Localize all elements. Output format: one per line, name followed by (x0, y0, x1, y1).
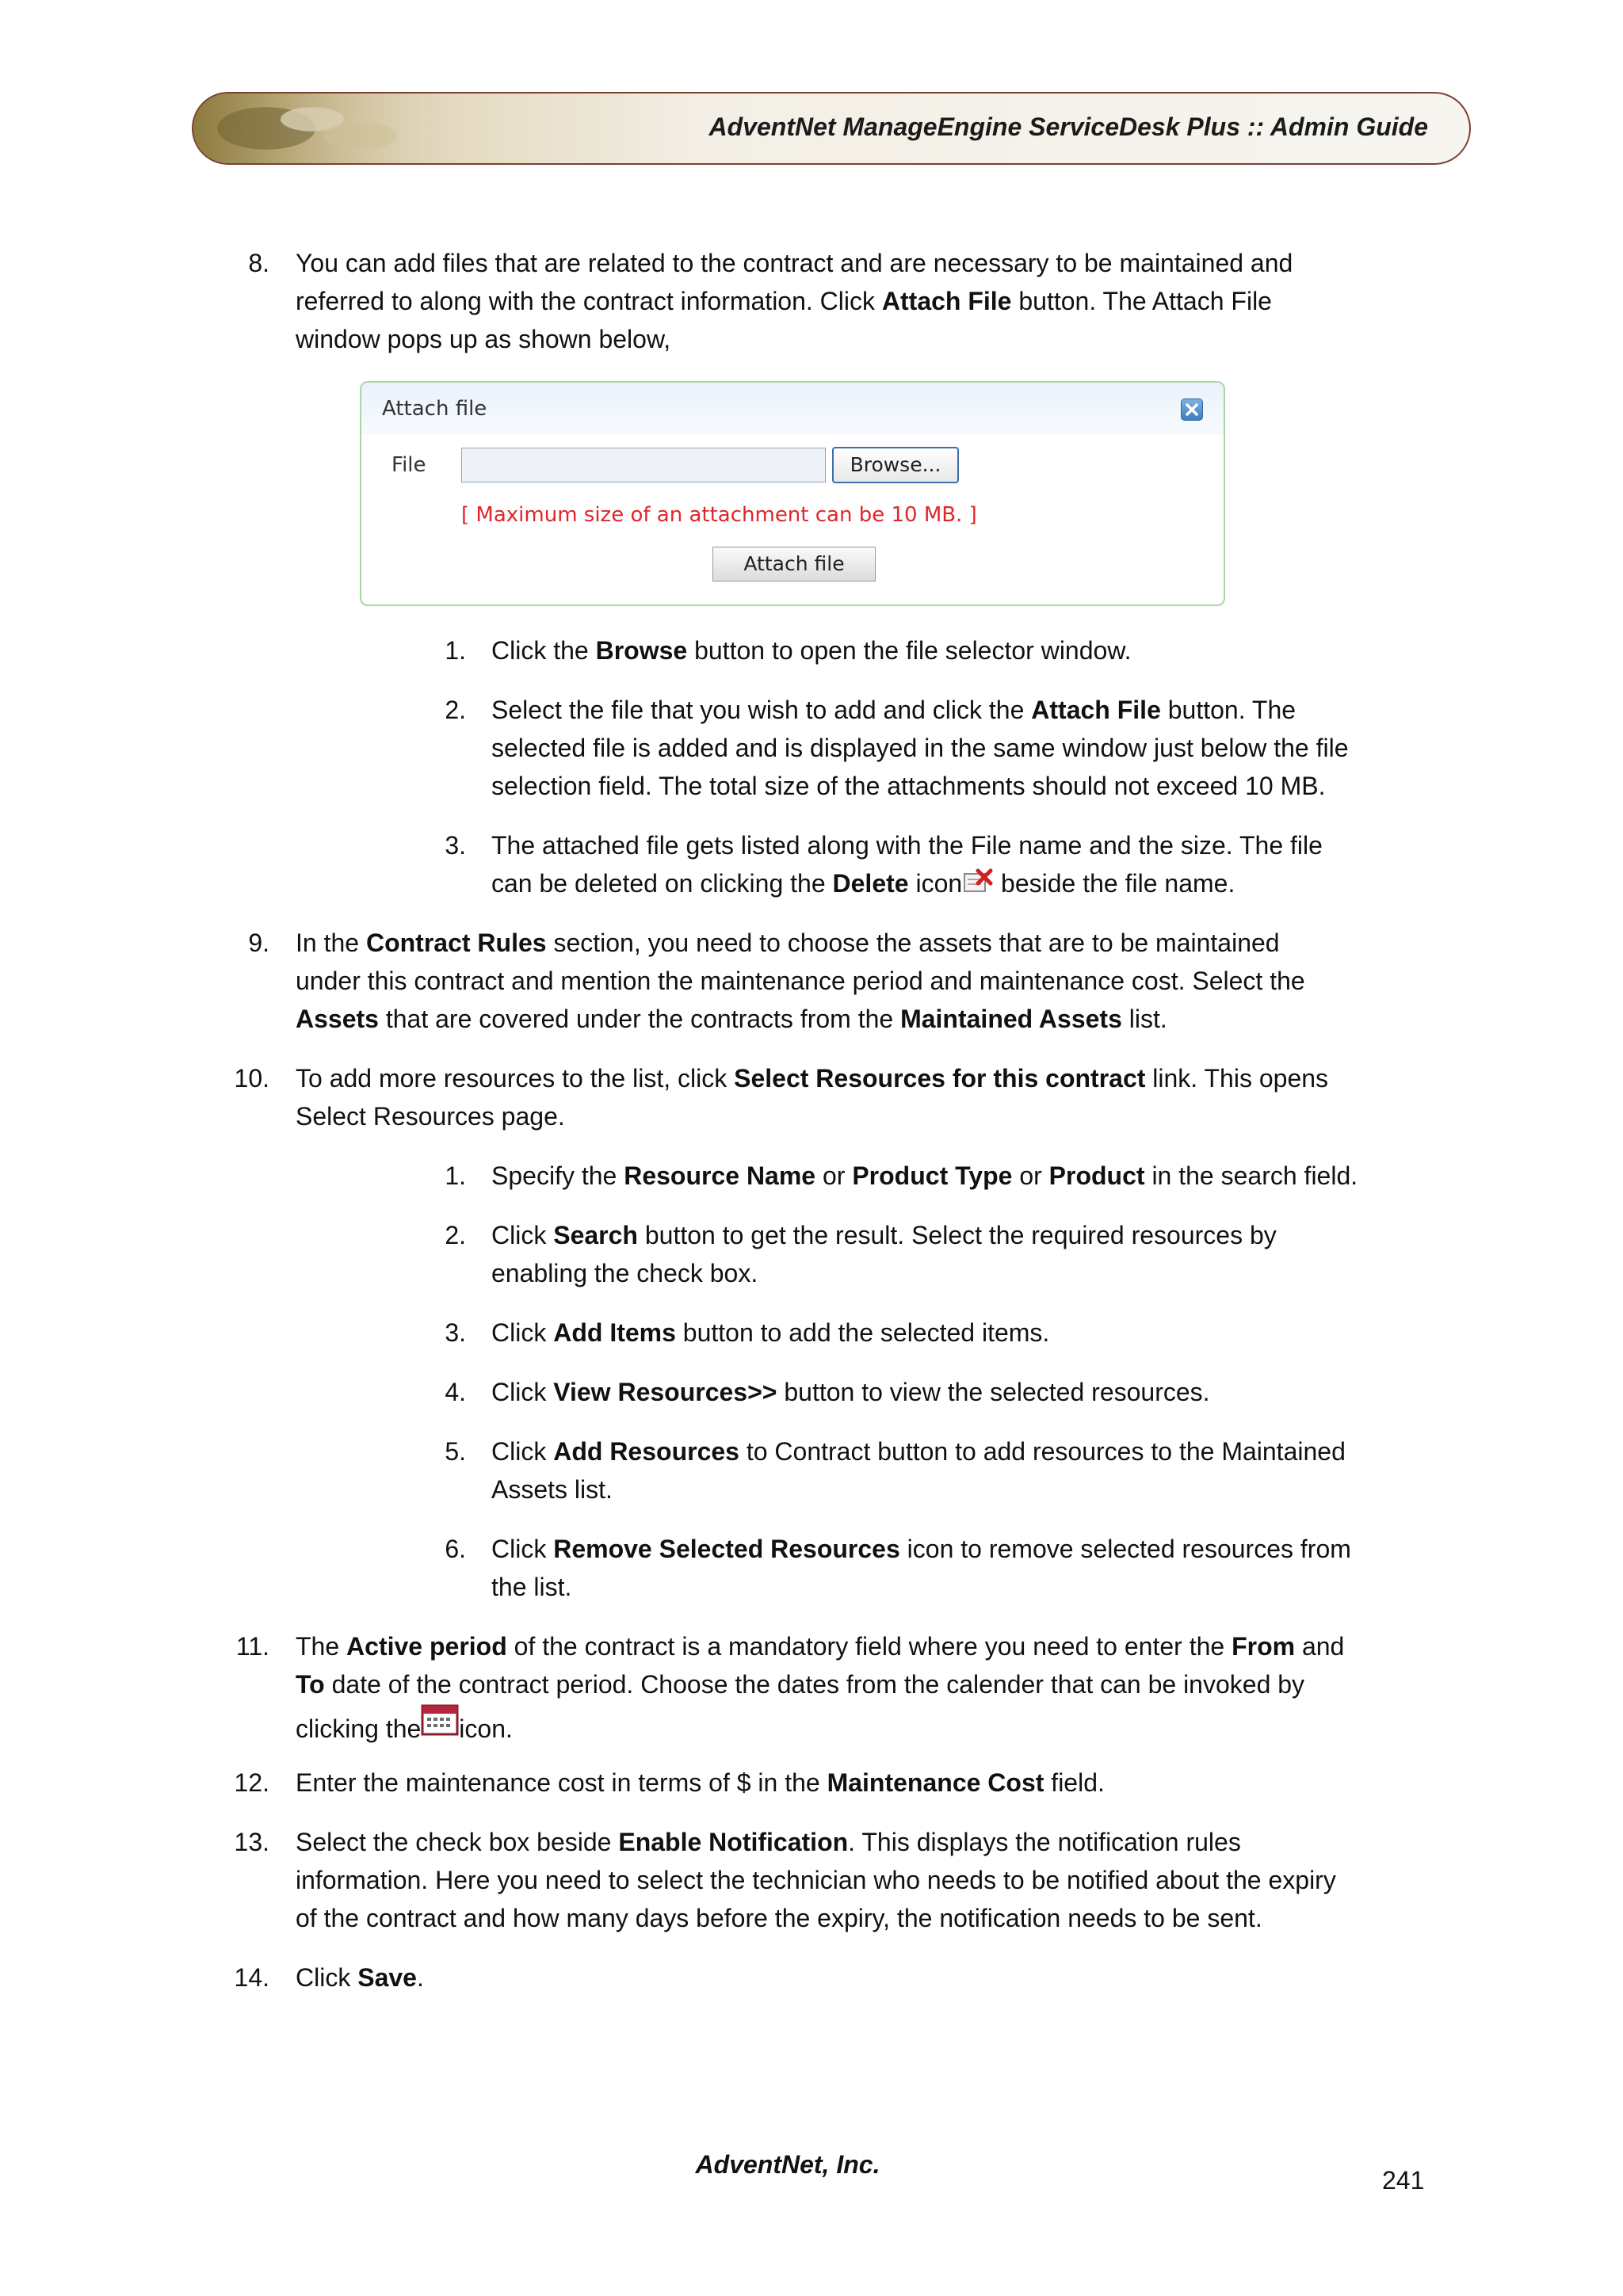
calendar-icon (421, 1704, 459, 1736)
footer-company: AdventNet, Inc. (695, 2150, 880, 2179)
close-icon[interactable] (1181, 399, 1203, 421)
step-text: under this contract and mention the maintenance period and maintenance cost. Select the (296, 967, 1305, 995)
step-number: 11. (235, 1632, 269, 1661)
substep-text: Click Add Items button to add the selected items. (491, 1318, 1050, 1347)
substep-number: 1. (445, 1161, 466, 1190)
substep-number: 3. (445, 1318, 466, 1347)
step-text: To date of the contract period. Choose the dates from the calender that can be invoked by (296, 1670, 1305, 1699)
dialog-titlebar (361, 383, 1224, 435)
substep-text: Click the Browse button to open the file selector window. (491, 636, 1132, 665)
browse-button[interactable]: Browse... (832, 447, 959, 483)
step-text: clicking the icon. (296, 1704, 513, 1748)
substep-text: Select the file that you wish to add and click the Attach File button. The (491, 696, 1296, 724)
step-number: 8. (248, 249, 269, 277)
substep-number: 1. (445, 636, 466, 665)
substep-number: 5. (445, 1437, 466, 1466)
header-decoration-image (193, 93, 463, 163)
step-number: 9. (248, 929, 269, 957)
substep-text: Click View Resources>> button to view the selected resources. (491, 1378, 1210, 1406)
substep-text: Assets list. (491, 1475, 613, 1504)
substep-text: selected file is added and is displayed in the same window just below the file (491, 734, 1349, 762)
attach-file-dialog (360, 381, 1225, 606)
substep-text: Specify the Resource Name or Product Type or Product in the search field. (491, 1161, 1358, 1190)
step-text: To add more resources to the list, click Select Resources for this contract link. This opens (296, 1064, 1329, 1093)
attach-file-button[interactable]: Attach file (712, 547, 876, 582)
substep-text: can be deleted on clicking the Delete icon beside the file name. (491, 869, 1235, 898)
step-text: window pops up as shown below, (296, 325, 671, 353)
substep-text: Click Add Resources to Contract button to add resources to the Maintained (491, 1437, 1346, 1466)
substep-number: 4. (445, 1378, 466, 1406)
substep-number: 2. (445, 696, 466, 724)
substep-text: Click Remove Selected Resources icon to remove selected resources from (491, 1535, 1351, 1563)
substep-number: 6. (445, 1535, 466, 1563)
substep-text: The attached file gets listed along with the File name and the size. The file (491, 831, 1323, 860)
step-text: In the Contract Rules section, you need to choose the assets that are to be maintained (296, 929, 1280, 957)
step-number: 10. (234, 1064, 269, 1093)
max-size-warning: [ Maximum size of an attachment can be 10 MB. ] (461, 503, 977, 527)
page-number: 241 (1382, 2166, 1425, 2195)
substep-number: 2. (445, 1221, 466, 1249)
substep-text: enabling the check box. (491, 1259, 758, 1287)
header-title: AdventNet ManageEngine ServiceDesk Plus :: Admin Guide (708, 113, 1428, 141)
step-text: You can add files that are related to the contract and are necessary to be maintained and (296, 249, 1293, 277)
close-x-glyph (1182, 399, 1202, 420)
step-number: 14. (234, 1963, 269, 1992)
step-text: information. Here you need to select the technician who needs to be notified about the expiry (296, 1866, 1336, 1894)
delete-icon (962, 868, 994, 895)
substep-text: the list. (491, 1573, 572, 1601)
file-label: File (391, 453, 426, 477)
step-text: Assets that are covered under the contracts from the Maintained Assets list. (296, 1005, 1167, 1033)
step-text: The Active period of the contract is a mandatory field where you need to enter the From and (296, 1632, 1345, 1661)
step-number: 12. (234, 1768, 269, 1797)
header-banner (192, 92, 1471, 165)
step-text: Click Save. (296, 1963, 424, 1992)
step-text: Select the check box beside Enable Notification. This displays the notification rules (296, 1828, 1241, 1856)
step-text: of the contract and how many days before the expiry, the notification needs to be sent. (296, 1904, 1262, 1932)
step-text: referred to along with the contract information. Click Attach File button. The Attach File (296, 287, 1272, 315)
substep-text: selection field. The total size of the attachments should not exceed 10 MB. (491, 772, 1326, 800)
file-path-input[interactable] (461, 448, 826, 482)
step-text: Enter the maintenance cost in terms of $ in the Maintenance Cost field. (296, 1768, 1105, 1797)
substep-text: Click Search button to get the result. Select the required resources by (491, 1221, 1277, 1249)
dialog-title: Attach file (382, 397, 487, 421)
substep-number: 3. (445, 831, 466, 860)
step-text: Select Resources page. (296, 1102, 565, 1131)
step-number: 13. (234, 1828, 269, 1856)
